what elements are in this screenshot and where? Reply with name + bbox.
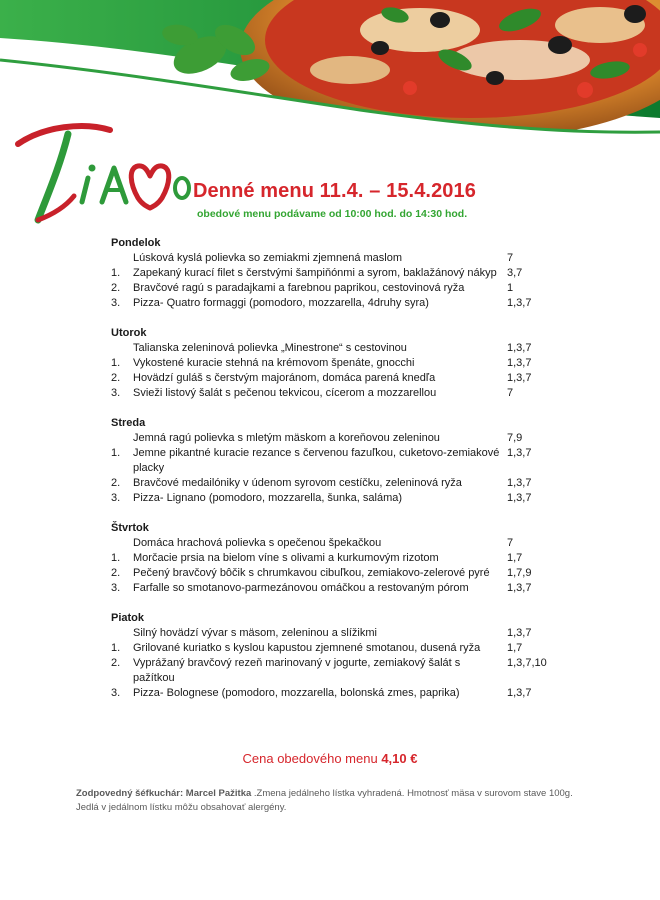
allergen-codes: 1,3,7 xyxy=(507,357,532,369)
menu-item xyxy=(111,566,581,581)
item-number xyxy=(111,626,133,641)
allergen-codes: 1,3,7 xyxy=(507,447,532,459)
item-number: 2. xyxy=(111,282,121,294)
dish-name: Pizza- Lignano (pomodoro, mozzarella, šunka, saláma) xyxy=(133,492,403,504)
day-section xyxy=(111,521,581,596)
dish-name: Vykostené kuracie stehná na krémovom špenáte, gnocchi xyxy=(133,357,415,369)
menu-price xyxy=(0,751,660,766)
menu-item xyxy=(111,656,581,686)
item-number: 2. xyxy=(111,657,121,669)
menu-item xyxy=(111,296,581,311)
price-label: Cena obedového menu xyxy=(242,751,378,766)
item-number: 3. xyxy=(111,387,121,399)
dish-name: Hovädzí guláš s čerstvým majoránom, domáca parená knedľa xyxy=(133,372,436,384)
item-number: 1. xyxy=(111,357,121,369)
price-value: 4,10 € xyxy=(381,751,418,766)
allergen-codes: 1,3,7 xyxy=(507,687,532,699)
footer-note xyxy=(76,787,596,815)
item-number: 3. xyxy=(111,297,121,309)
item-number: 3. xyxy=(111,582,121,594)
dish-name: Vyprážaný bravčový rezeň marinovaný v jogurte, zemiakový šalát s pažítkou xyxy=(133,657,461,684)
dish-name: Silný hovädzí vývar s mäsom, zeleninou a slížikmi xyxy=(133,627,377,639)
menu-item xyxy=(111,536,581,551)
dish-name: Jemná ragú polievka s mletým mäskom a koreňovou zeleninou xyxy=(133,432,440,444)
dish-name: Grilované kuriatko s kyslou kapustou zjemnené smotanou, dusená ryža xyxy=(133,642,481,654)
allergen-codes: 1,3,7,10 xyxy=(507,657,547,669)
allergen-codes: 1,7 xyxy=(507,642,523,654)
footer-text: .Zmena jedálneho lístka vyhradená. Hmotnosť mäsa v surovom stave 100g. Jedlá v jedálnom lístku môžu obsahovať alergény. xyxy=(76,788,573,813)
dish-name: Svieži listový šalát s pečenou tekvicou, cícerom a mozzarellou xyxy=(133,387,437,399)
menu-item xyxy=(111,476,581,491)
allergen-codes: 7 xyxy=(507,252,514,264)
menu-item xyxy=(111,641,581,656)
menu-item xyxy=(111,266,581,281)
day-name: Piatok xyxy=(111,612,145,624)
menu-item xyxy=(111,491,581,506)
allergen-codes: 7,9 xyxy=(507,432,523,444)
dish-name: Pečený bravčový bôčik s chrumkavou cibuľkou, zemiakovo-zelerové pyré xyxy=(133,567,490,579)
menu-item xyxy=(111,341,581,356)
allergen-codes: 3,7 xyxy=(507,267,523,279)
menu-item xyxy=(111,371,581,386)
dish-name: Bravčové medailóniky v údenom syrovom cestíčku, zeleninová ryža xyxy=(133,477,462,489)
dish-name: Pizza- Quatro formaggi (pomodoro, mozzarella, 4druhy syra) xyxy=(133,297,429,309)
allergen-codes: 1,3,7 xyxy=(507,372,532,384)
item-number: 3. xyxy=(111,492,121,504)
menu-item xyxy=(111,446,581,476)
item-number: 2. xyxy=(111,477,121,489)
dish-name: Jemne pikantné kuracie rezance s červenou fazuľkou, cuketovo-zemiakové placky xyxy=(133,447,500,474)
menu-item xyxy=(111,581,581,596)
allergen-codes: 1,3,7 xyxy=(507,582,532,594)
day-name: Štvrtok xyxy=(111,522,149,534)
item-number xyxy=(111,251,133,266)
item-number: 1. xyxy=(111,552,121,564)
day-section xyxy=(111,236,581,311)
item-number: 1. xyxy=(111,642,121,654)
tiamo-logo xyxy=(14,118,194,230)
menu-item xyxy=(111,356,581,371)
item-number: 2. xyxy=(111,567,121,579)
allergen-codes: 1,3,7 xyxy=(507,342,532,354)
item-number: 2. xyxy=(111,372,121,384)
day-section xyxy=(111,611,581,701)
menu-item xyxy=(111,431,581,446)
allergen-codes: 7 xyxy=(507,387,514,399)
item-number xyxy=(111,341,133,356)
menu-item xyxy=(111,386,581,401)
allergen-codes: 1,3,7 xyxy=(507,627,532,639)
allergen-codes: 1,7 xyxy=(507,552,523,564)
day-name: Streda xyxy=(111,417,146,429)
item-number: 1. xyxy=(111,447,121,459)
dish-name: Morčacie prsia na bielom víne s olivami a kurkumovým rizotom xyxy=(133,552,439,564)
menu-item xyxy=(111,551,581,566)
item-number xyxy=(111,536,133,551)
day-name: Pondelok xyxy=(111,237,161,249)
serving-hours: obedové menu podávame od 10:00 hod. do 14:30 hod. xyxy=(197,208,468,220)
dish-name: Pizza- Bolognese (pomodoro, mozzarella, bolonská zmes, paprika) xyxy=(133,687,460,699)
menu-item xyxy=(111,281,581,296)
allergen-codes: 1 xyxy=(507,282,514,294)
page-title: Denné menu 11.4. – 15.4.2016 xyxy=(193,180,476,202)
dish-name: Talianska zeleninová polievka „Minestrone“ s cestovinou xyxy=(133,342,407,354)
item-number: 1. xyxy=(111,267,121,279)
day-section xyxy=(111,416,581,506)
chef-label: Zodpovedný šéfkuchár: Marcel Pažitka xyxy=(76,788,252,799)
item-number xyxy=(111,431,133,446)
menu-item xyxy=(111,251,581,266)
allergen-codes: 7 xyxy=(507,537,514,549)
day-name: Utorok xyxy=(111,327,147,339)
dish-name: Domáca hrachová polievka s opečenou špekačkou xyxy=(133,537,382,549)
allergen-codes: 1,7,9 xyxy=(507,567,532,579)
dish-name: Farfalle so smotanovo-parmezánovou omáčkou a restovaným pórom xyxy=(133,582,469,594)
allergen-codes: 1,3,7 xyxy=(507,297,532,309)
item-number: 3. xyxy=(111,687,121,699)
dish-name: Zapekaný kurací filet s čerstvými šampiňónmi a syrom, baklažánový nákyp xyxy=(133,267,497,279)
allergen-codes: 1,3,7 xyxy=(507,492,532,504)
dish-name: Bravčové ragú s paradajkami a farebnou paprikou, cestovinová ryža xyxy=(133,282,465,294)
weekly-menu xyxy=(111,236,581,716)
menu-item xyxy=(111,626,581,641)
allergen-codes: 1,3,7 xyxy=(507,477,532,489)
day-section xyxy=(111,326,581,401)
dish-name: Lúsková kyslá polievka so zemiakmi zjemnená maslom xyxy=(133,252,402,264)
menu-item xyxy=(111,686,581,701)
